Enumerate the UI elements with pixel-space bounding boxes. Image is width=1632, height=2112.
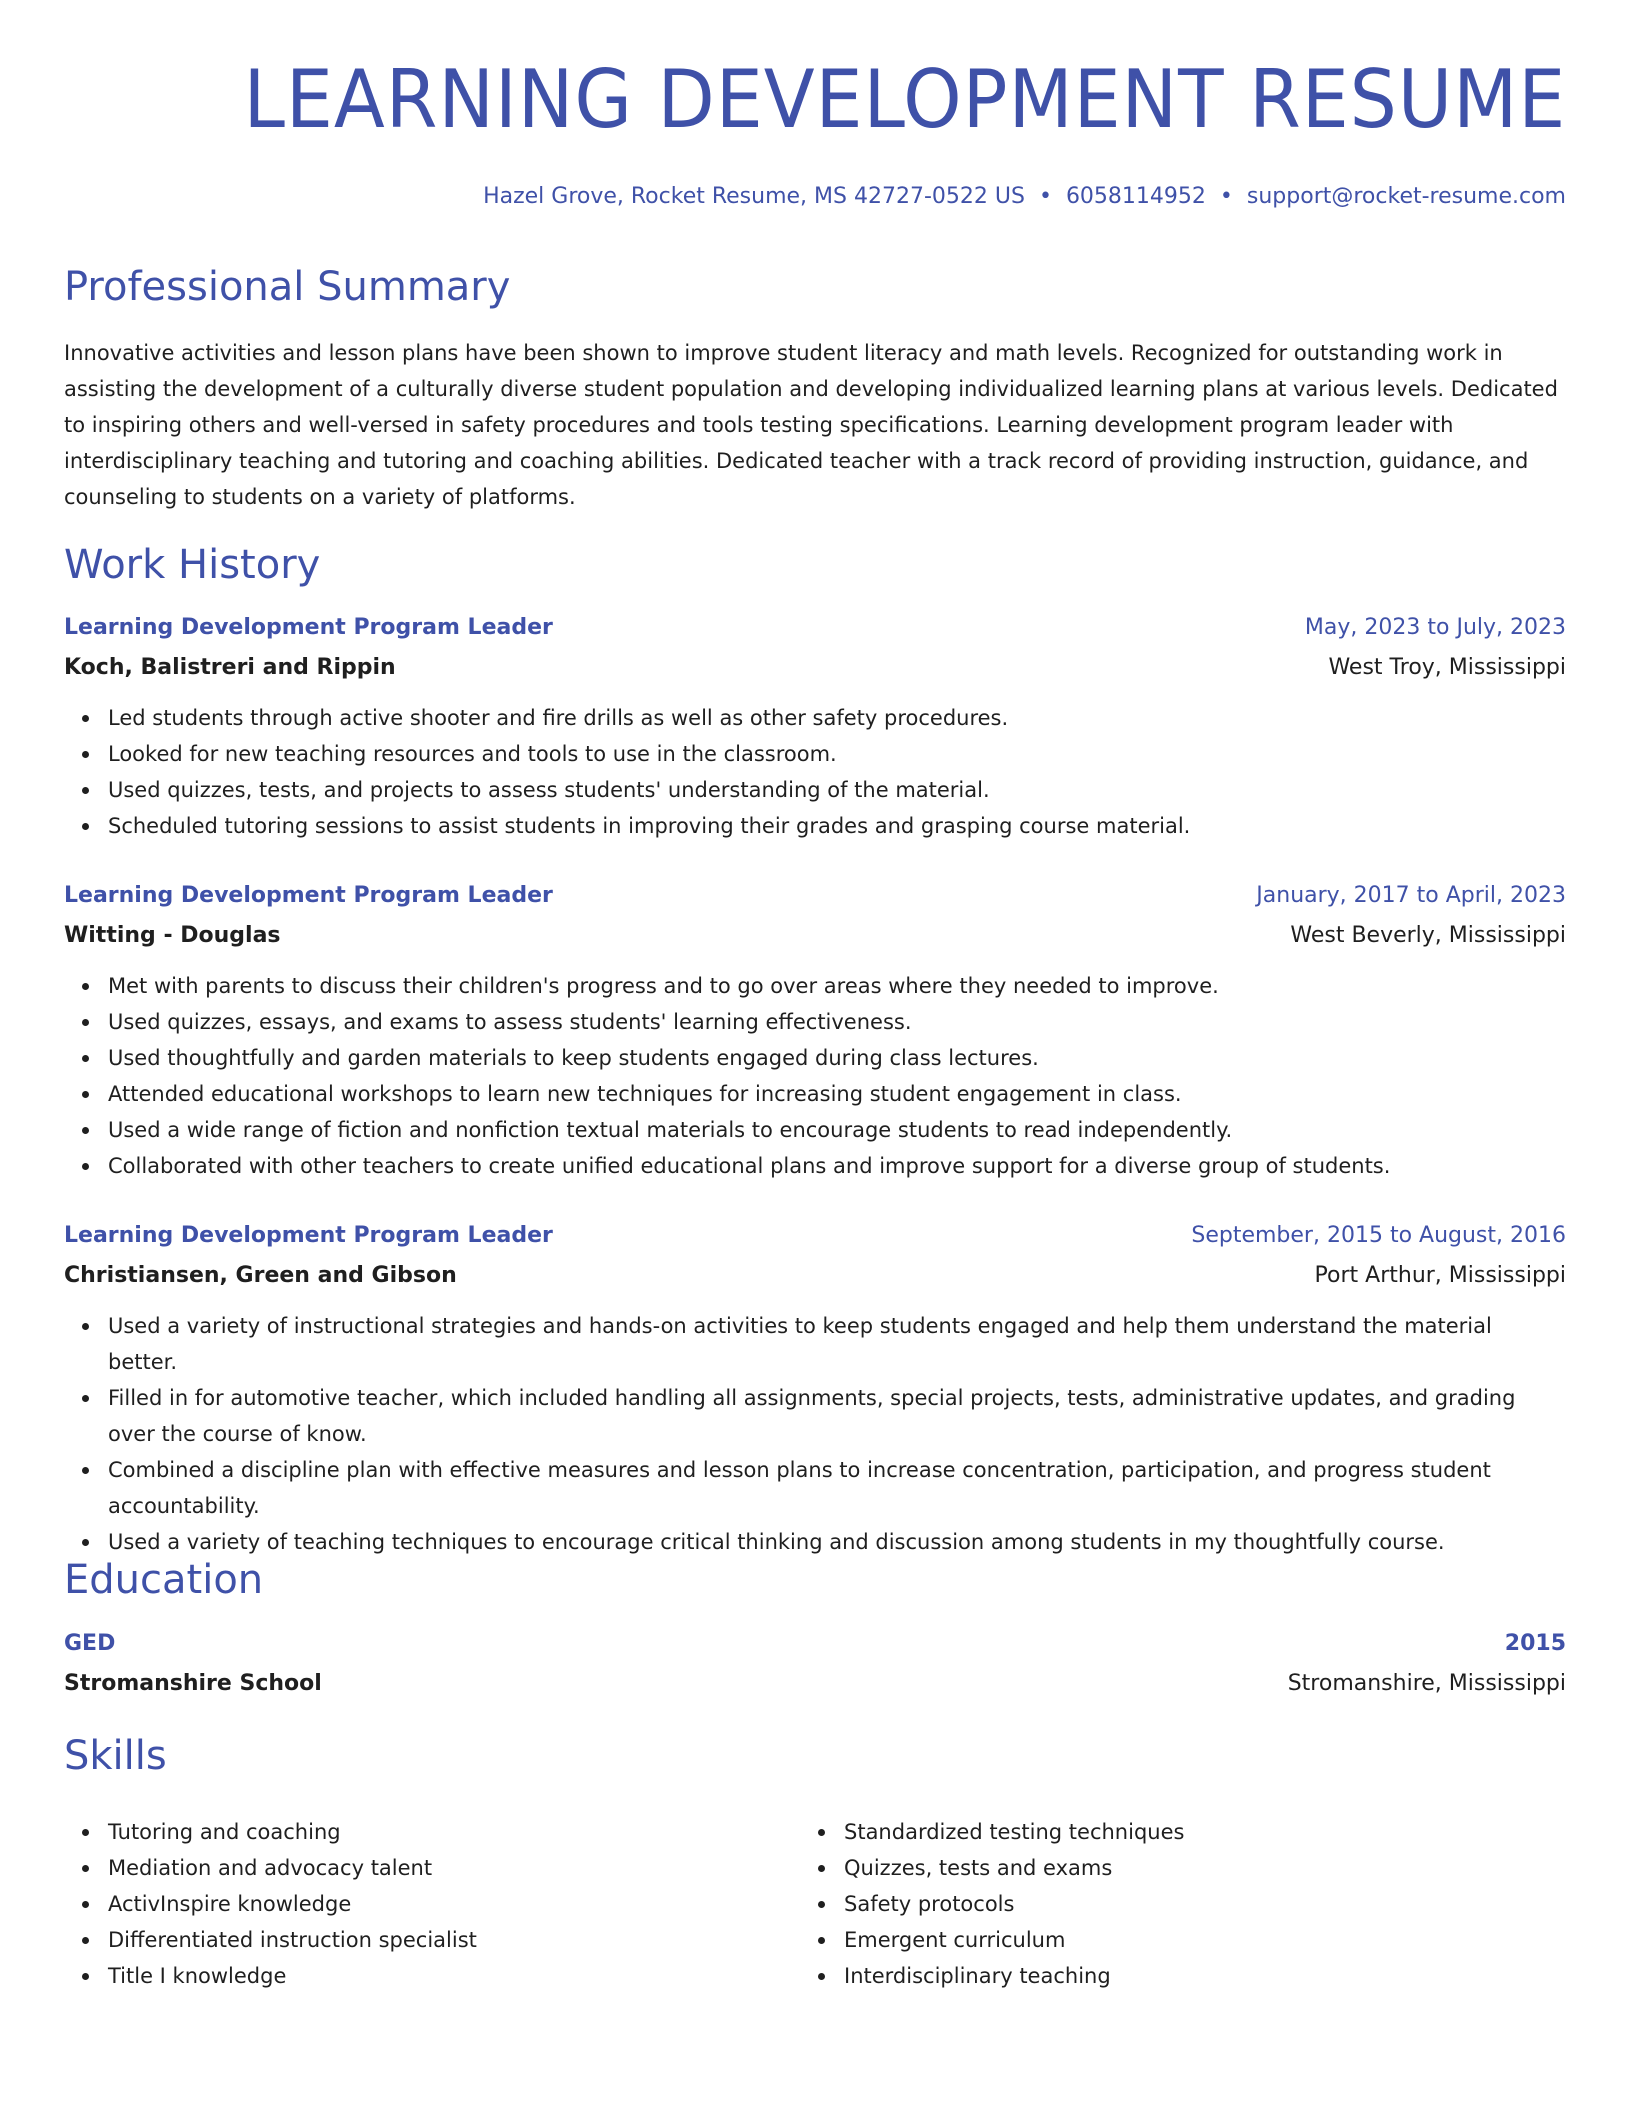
work-history-heading: Work History (64, 542, 321, 588)
contact-address: Hazel Grove, Rocket Resume, MS 42727-0522 US (483, 184, 1025, 209)
job-bullet: Scheduled tutoring sessions to assist students in improving their grades and grasping course material. (108, 808, 1566, 844)
job-bullet: Collaborated with other teachers to create unified educational plans and improve support for a diverse group of students. (108, 1148, 1566, 1184)
contact-email: support@rocket-resume.com (1246, 184, 1566, 209)
job-bullet: Used thoughtfully and garden materials to keep students engaged during class lectures. (108, 1040, 1566, 1076)
job-entry (64, 876, 1566, 1184)
job-company: Witting - Douglas (64, 923, 281, 948)
job-bullet: Led students through active shooter and fire drills as well as other safety procedures. (108, 700, 1566, 736)
job-bullets (64, 968, 1566, 1184)
skill-item: ActivInspire knowledge (108, 1886, 808, 1922)
skill-item: Standardized testing techniques (844, 1814, 1544, 1850)
job-bullets (64, 1308, 1566, 1560)
job-entry (64, 1216, 1566, 1560)
skills-heading: Skills (64, 1733, 167, 1779)
job-location: West Troy, Mississippi (1328, 655, 1566, 680)
job-company: Christiansen, Green and Gibson (64, 1263, 457, 1288)
job-title: Learning Development Program Leader (64, 615, 553, 640)
skill-item: Mediation and advocacy talent (108, 1850, 808, 1886)
job-bullet: Looked for new teaching resources and tools to use in the classroom. (108, 736, 1566, 772)
skill-item: Tutoring and coaching (108, 1814, 808, 1850)
contact-separator: • (1038, 184, 1052, 209)
skill-item: Safety protocols (844, 1886, 1544, 1922)
job-bullet: Used a variety of teaching techniques to encourage critical thinking and discussion among students in my thoughtfully course. (108, 1524, 1566, 1560)
job-bullet: Used quizzes, tests, and projects to assess students' understanding of the material. (108, 772, 1566, 808)
education-year: 2015 (1504, 1631, 1566, 1656)
contact-phone: 6058114952 (1065, 184, 1206, 209)
job-bullet: Combined a discipline plan with effective measures and lesson plans to increase concentration, participation, and progress student accountability. (108, 1452, 1566, 1524)
job-company: Koch, Balistreri and Rippin (64, 655, 396, 680)
job-bullet: Used a variety of instructional strategies and hands-on activities to keep students engaged and help them understand the material better. (108, 1308, 1566, 1380)
job-title: Learning Development Program Leader (64, 1223, 553, 1248)
job-bullet: Attended educational workshops to learn new techniques for increasing student engagement in class. (108, 1076, 1566, 1112)
job-location: Port Arthur, Mississippi (1314, 1263, 1566, 1288)
job-title: Learning Development Program Leader (64, 883, 553, 908)
skill-item: Emergent curriculum (844, 1922, 1544, 1958)
education-entry (64, 1624, 1566, 1704)
skill-item: Title I knowledge (108, 1958, 808, 1994)
summary-text: Innovative activities and lesson plans have been shown to improve student literacy and math levels. Recognized for outstanding work in assisting the development of a culturally diverse student population and developing individualized learning plans at various levels. Dedicated to inspiring others and well-versed in safety procedures and tools testing specifications. Learning development program leader with interdisciplinary teaching and tutoring and coaching abilities. Dedicated teacher with a track record of providing instruction, guidance, and counseling to students on a variety of platforms. (64, 341, 1558, 509)
contact-separator: • (1219, 184, 1233, 209)
job-entry (64, 608, 1566, 844)
job-bullet: Met with parents to discuss their children's progress and to go over areas where they needed to improve. (108, 968, 1566, 1004)
summary-heading: Professional Summary (64, 264, 511, 310)
job-bullets (64, 700, 1566, 844)
job-dates: September, 2015 to August, 2016 (1191, 1223, 1566, 1248)
education-location: Stromanshire, Mississippi (1287, 1671, 1566, 1696)
skill-item: Quizzes, tests and exams (844, 1850, 1544, 1886)
education-degree: GED (64, 1631, 116, 1656)
job-bullet: Used quizzes, essays, and exams to assess students' learning effectiveness. (108, 1004, 1566, 1040)
education-heading: Education (64, 1557, 264, 1603)
job-location: West Beverly, Mississippi (1290, 923, 1566, 948)
resume-title: LEARNING DEVELOPMENT RESUME (243, 53, 1566, 146)
job-bullet: Used a wide range of fiction and nonfiction textual materials to encourage students to read independently. (108, 1112, 1566, 1148)
job-dates: May, 2023 to July, 2023 (1304, 615, 1566, 640)
skills-column-right (800, 1814, 1544, 1994)
skill-item: Interdisciplinary teaching (844, 1958, 1544, 1994)
education-school: Stromanshire School (64, 1671, 322, 1696)
skill-item: Differentiated instruction specialist (108, 1922, 808, 1958)
contact-line (483, 182, 1566, 212)
skills-column-left (64, 1814, 808, 1994)
job-dates: January, 2017 to April, 2023 (1256, 883, 1566, 908)
job-bullet: Filled in for automotive teacher, which included handling all assignments, special projects, tests, administrative updates, and grading over the course of know. (108, 1380, 1566, 1452)
